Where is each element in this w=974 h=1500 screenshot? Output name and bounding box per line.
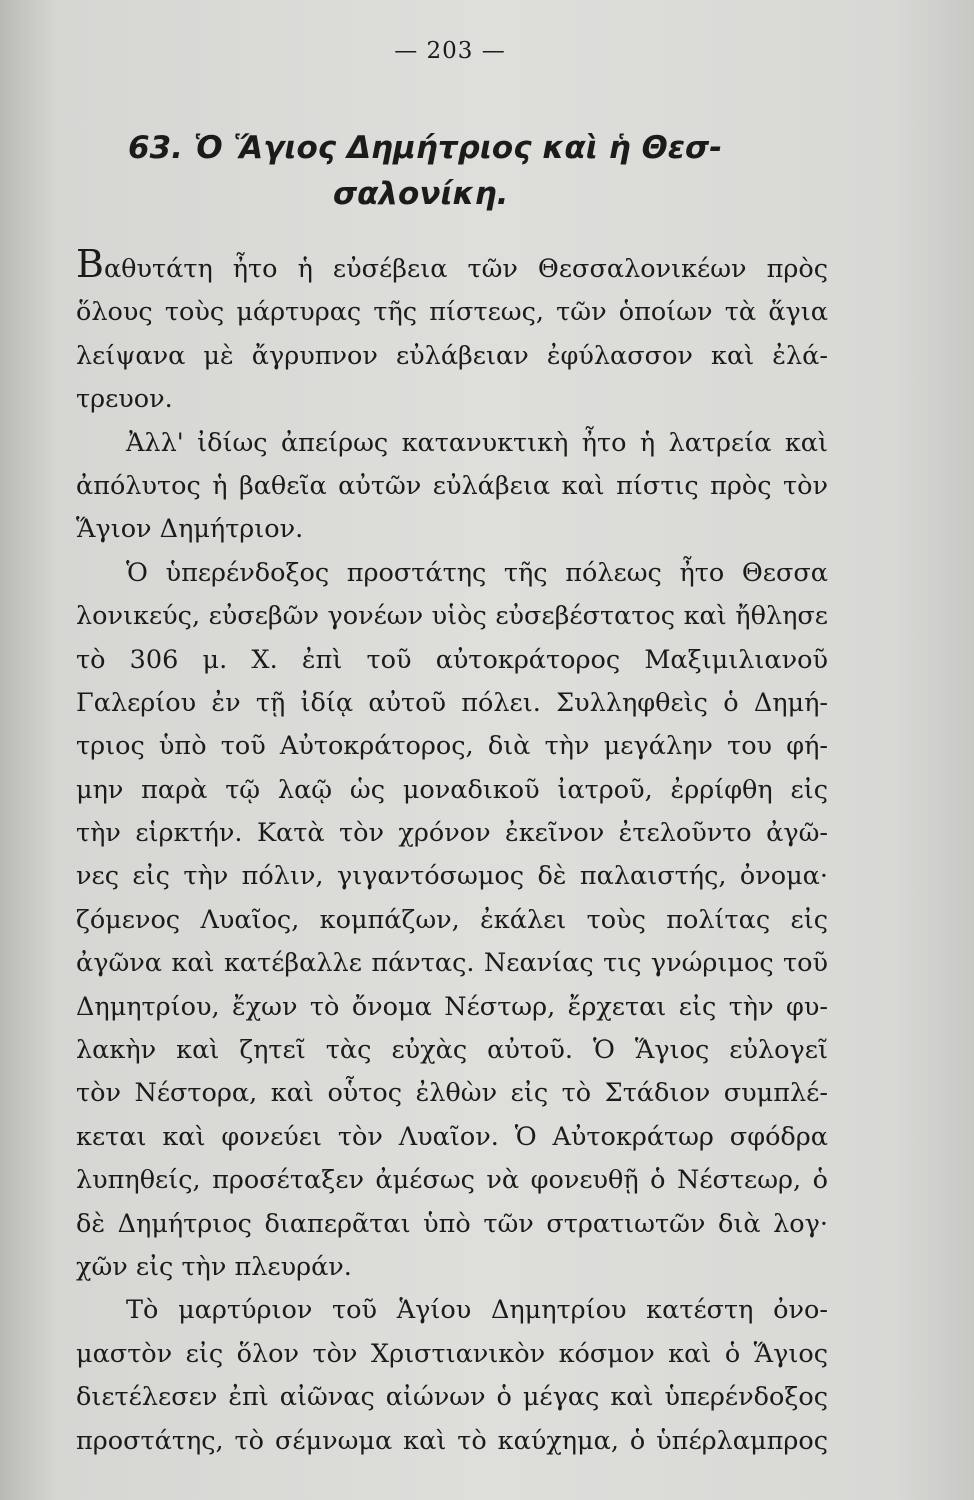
text-line: τρευον. (76, 384, 173, 415)
text-line: Γαλερίου ἐν τῇ ἰδίᾳ αὐτοῦ πόλει. Συλληφθεὶς ὁ Δημή- (76, 687, 828, 718)
text-line: λακὴν καὶ ζητεῖ τὰς εὐχὰς αὐτοῦ. Ὁ Ἅγιος εὐλογεῖ (76, 1035, 828, 1066)
body-text (76, 248, 828, 1463)
text-line: προστάτης, τὸ σέμνωμα καὶ τὸ καύχημα, ὁ ὑπέρλαμπρος (76, 1425, 828, 1456)
text-line: Δημητρίου, ἔχων τὸ ὄνομα Νέστωρ, ἔρχεται εἰς τὴν φυ- (76, 991, 828, 1022)
text-line: λυπηθείς, προσέταξεν ἀμέσως νὰ φονευθῇ ὁ Νέστεωρ, ὁ (76, 1165, 828, 1196)
text-line: μην παρὰ τῷ λαῷ ὡς μοναδικοῦ ἰατροῦ, ἐρρίφθη εἰς (76, 774, 828, 805)
text-line: Ἀλλ' ἰδίως ἀπείρως κατανυκτικὴ ἦτο ἡ λατρεία καὶ (126, 427, 828, 458)
chapter-title-line-1: 63. Ὁ Ἅγιος Δημήτριος καὶ ἡ Θεσ- (128, 130, 723, 166)
text-line: τριος ὑπὸ τοῦ Αὐτοκράτορος, διὰ τὴν μεγάλην του φή- (76, 731, 828, 762)
text-line: χῶν εἰς τὴν πλευράν. (76, 1251, 352, 1282)
text-line: λείψανα μὲ ἄγρυπνον εὐλάβειαν ἐφύλασσον καὶ ἐλά- (76, 340, 828, 371)
text-line: κεται καὶ φονεύει τὸν Λυαῖον. Ὁ Αὐτοκράτωρ σφόδρα (76, 1121, 828, 1152)
text-line: τὸν Νέστορα, καὶ οὗτος ἐλθὼν εἰς τὸ Στάδιον συμπλέ- (76, 1078, 828, 1109)
text-line: μαστὸν εἰς ὅλον τὸν Χριστιανικὸν κόσμον καὶ ὁ Ἅγιος (76, 1338, 828, 1369)
text-line: διετέλεσεν ἐπὶ αἰῶνας αἰώνων ὁ μέγας καὶ ὑπερένδοξος (76, 1382, 828, 1413)
text-line: τὸ 306 μ. Χ. ἐπὶ τοῦ αὐτοκράτορος Μαξιμιλιανοῦ (76, 644, 828, 675)
chapter-title (128, 125, 828, 217)
text-line: τὴν εἱρκτήν. Κατὰ τὸν χρόνον ἐκεῖνον ἐτελοῦντο ἀγῶ- (76, 818, 828, 849)
text-line: Βαθυτάτη ἦτο ἡ εὐσέβεια τῶν Θεσσαλονικέων πρὸς (76, 248, 828, 291)
page-number: — 203 — (394, 38, 506, 64)
drop-cap: Β (76, 248, 104, 286)
text-line: ὅλους τοὺς μάρτυρας τῆς πίστεως, τῶν ὁποίων τὰ ἅγια (76, 297, 828, 328)
text-line: ζόμενος Λυαῖος, κομπάζων, ἐκάλει τοὺς πολίτας εἰς (76, 904, 828, 935)
text-line: Ἅγιον Δημήτριον. (76, 514, 304, 545)
text-line: Τὸ μαρτύριον τοῦ Ἁγίου Δημητρίου κατέστη ὀνο- (126, 1295, 828, 1326)
text-line: δὲ Δημήτριος διαπερᾶται ὑπὸ τῶν στρατιωτῶν διὰ λογ· (76, 1208, 828, 1239)
text-line: Ὁ ὑπερένδοξος προστάτης τῆς πόλεως ἦτο Θεσσα (126, 557, 828, 588)
text-line: ἀπόλυτος ἡ βαθεῖα αὐτῶν εὐλάβεια καὶ πίστις πρὸς τὸν (76, 470, 828, 501)
chapter-title-line-2: σαλονίκη. (333, 176, 509, 212)
text-line: λονικεύς, εὐσεβῶν γονέων υἱὸς εὐσεβέστατος καὶ ἤθλησε (76, 601, 828, 632)
text-line: νες εἰς τὴν πόλιν, γιγαντόσωμος δὲ παλαιστής, ὀνομα· (76, 861, 828, 892)
text-line: ἀγῶνα καὶ κατέβαλλε πάντας. Νεανίας τις γνώριμος τοῦ (76, 948, 828, 979)
